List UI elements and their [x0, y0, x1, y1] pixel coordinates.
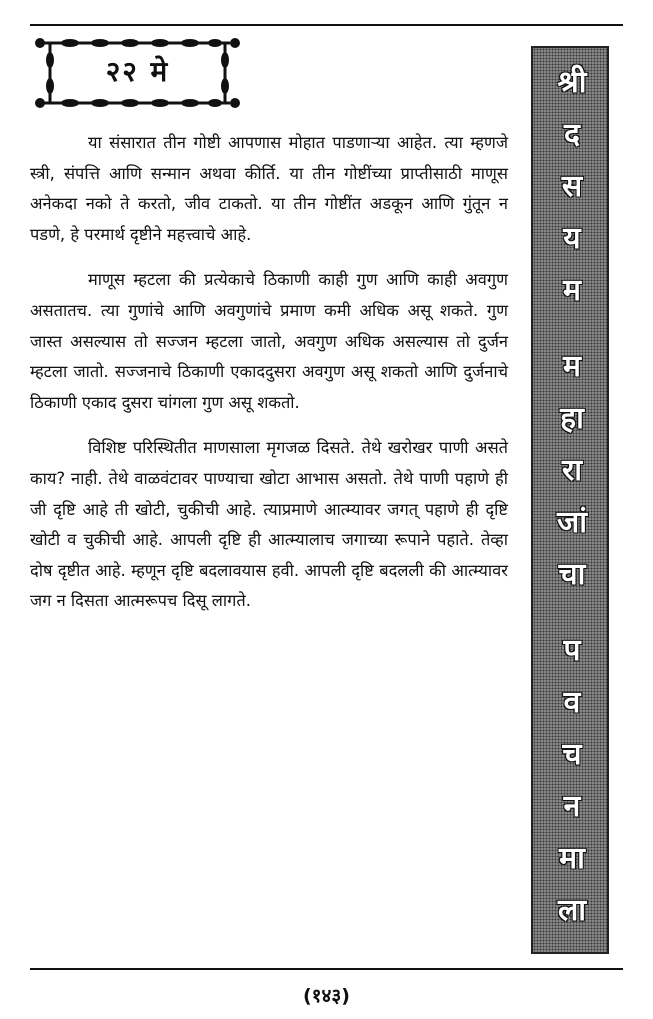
article-body [30, 128, 508, 632]
side-letter: स [561, 169, 583, 204]
side-letter: चा [558, 557, 586, 592]
side-letter: व [563, 685, 581, 720]
side-letter: ला [557, 893, 587, 928]
side-letter: म [563, 273, 581, 308]
side-letter: रा [561, 453, 583, 488]
date-frame [30, 34, 245, 112]
side-letter: जां [556, 505, 588, 540]
paragraph: या संसारात तीन गोष्टी आपणास मोहात पाडणाऱ्या आहेत. त्या म्हणजे स्त्री, संपत्ति आणि सन्मान अथवा कीर्ति. या तीन गोष्टींच्या प्राप्तीसाठी माणूस अनेकदा नको ते करतो, जीव टाकतो. या तीन गोष्टींत अडकून आणि गुंतून न पडणे, हे परमार्थ दृष्टीने महत्त्वाचे आहे. [30, 133, 508, 244]
side-letter: य [563, 221, 581, 256]
side-letter: द [564, 117, 580, 152]
date-label: २२ मे [105, 55, 170, 88]
side-letter: मा [559, 841, 585, 876]
top-rule [30, 24, 623, 26]
side-letter: च [562, 737, 582, 772]
paragraph: माणूस म्हटला की प्रत्येकाचे ठिकाणी काही गुण आणि काही अवगुण असतातच. त्या गुणांचे आणि अवगुणांचे प्रमाण कमी अधिक असू शकते. गुण जास्त असल्यास तो सज्जन म्हटला जातो, अवगुण अधिक असल्यास तो दुर्जन म्हटला जातो. सज्जनाचे ठिकाणी एकाददुसरा अवगुण असू शकतो आणि दुर्जनाचे ठिकाणी एकाद दुसरा चांगला गुण असू शकतो. [30, 270, 508, 412]
side-letter: म [563, 349, 581, 384]
page-number: (१४३) [302, 985, 350, 1007]
side-letter: प [563, 633, 581, 668]
side-letter: हा [560, 401, 584, 436]
vertical-title-band [531, 46, 609, 954]
side-letter: श्री [557, 65, 587, 100]
side-letter: न [563, 789, 581, 824]
paragraph: विशिष्ट परिस्थितीत माणसाला मृगजळ दिसते. तेथे खरोखर पाणी असते काय? नाही. तेथे वाळवंटावर पाण्याचा खोटा आभास असतो. तेथे पाणी पहाणे ही जी दृष्टि आहे ती खोटी, चुकीची आहे. त्याप्रमाणे आत्म्यावर जगत् पहाणे ही दृष्टि खोटी व चुकीची आहे. आपली दृष्टि ही आत्म्यालाच जगाच्या रूपाने पहाते. तेव्हा दोष दृष्टीत आहे. म्हणून दृष्टि बदलावयास हवी. आपली दृष्टि बदलली की आत्म्यावर जग न दिसता आत्मरूपच दिसू लागते. [30, 438, 508, 611]
bottom-rule [30, 968, 623, 970]
